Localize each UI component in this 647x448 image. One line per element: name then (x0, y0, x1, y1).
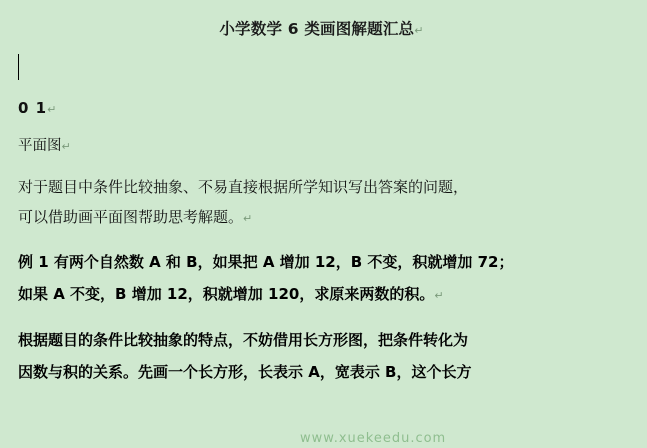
solution-line-1-text: 根据题目的条件比较抽象的特点，不妨借用长方形图，把条件转化为 (18, 331, 469, 349)
watermark: www.xuekeedu.com (300, 431, 447, 446)
section-name (18, 136, 625, 157)
body-line-2-text: 可以借助画平面图帮助思考解题。 (18, 208, 244, 226)
body-line-1-text: 对于题目中条件比较抽象、不易直接根据所学知识写出答案的问题， (18, 178, 469, 196)
solution-paragraph-line-2 (18, 356, 625, 388)
body-paragraph-line-2 (18, 202, 625, 234)
example-line-1-text: 例 1 有两个自然数 A 和 B，如果把 A 增加 12，B 不变，积就增加 72； (18, 253, 514, 271)
example-paragraph-line-1 (18, 246, 625, 278)
paragraph-mark: ↵ (243, 212, 253, 225)
page-title-text: 小学数学 6 类画图解题汇总 (219, 20, 415, 38)
paragraph-mark: ↵ (434, 289, 444, 302)
text-cursor[interactable] (18, 54, 19, 80)
section-number-text: 0 1 (18, 99, 48, 117)
paragraph-mark: ↵ (47, 103, 58, 116)
body-paragraph-line-1 (18, 172, 625, 202)
empty-line (18, 52, 625, 82)
solution-line-2-text: 因数与积的关系。先画一个长方形，长表示 A，宽表示 B，这个长方 (18, 363, 472, 381)
example-line-2-text: 如果 A 不变，B 增加 12，积就增加 120，求原来两数的积。 (18, 285, 435, 303)
paragraph-mark: ↵ (61, 140, 71, 153)
example-paragraph-line-2 (18, 278, 625, 312)
solution-paragraph-line-1 (18, 324, 625, 356)
paragraph-mark: ↵ (414, 24, 424, 37)
section-number (18, 98, 625, 120)
page-title (18, 18, 625, 42)
section-name-text: 平面图 (18, 138, 62, 154)
